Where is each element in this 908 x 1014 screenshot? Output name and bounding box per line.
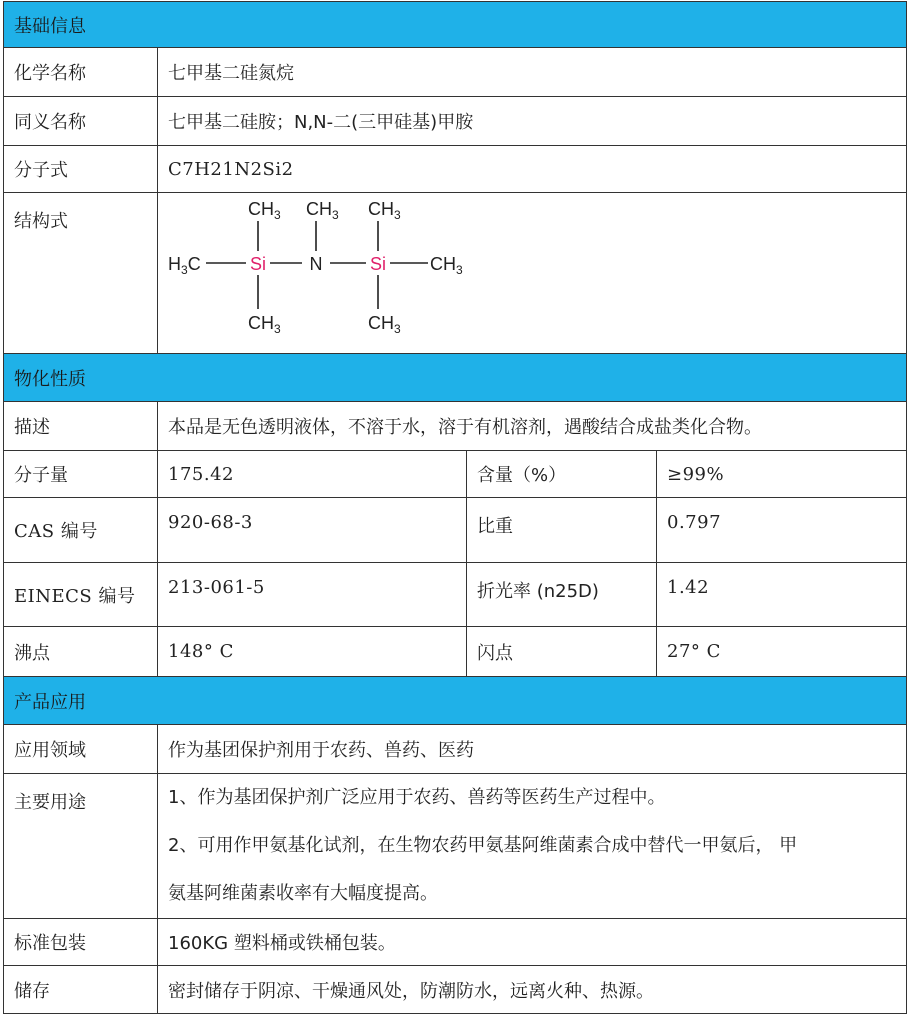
synonym-value: 七甲基二硅胺；N,N-二(三甲硅基)甲胺 — [158, 97, 907, 146]
content-label: 含量（%） — [467, 451, 657, 498]
ri-value: 1.42 — [657, 563, 907, 627]
fp-label: 闪点 — [467, 627, 657, 677]
section-basic — [4, 2, 907, 48]
storage-value: 密封储存于阴凉、干燥通风处，防潮防水，远离火种、热源。 — [158, 966, 907, 1014]
structural-formula — [158, 193, 488, 348]
row-packing — [4, 919, 907, 966]
einecs-value: 213-061-5 — [158, 563, 467, 627]
cas-label: CAS 编号 — [4, 498, 158, 563]
ch3-si1-top: $CH_3$ — [248, 199, 281, 222]
cas-value: 920-68-3 — [158, 498, 467, 563]
row-synonym — [4, 97, 907, 146]
section-application — [4, 677, 907, 725]
row-chem-name — [4, 48, 907, 97]
ch3-si1-bottom: $CH_3$ — [248, 313, 281, 336]
row-field — [4, 725, 907, 774]
structure-cell — [158, 193, 907, 354]
h3c-left-group: $H_3C$ — [168, 254, 201, 277]
desc-label: 描述 — [4, 402, 158, 451]
row-description — [4, 402, 907, 451]
usage-cell — [158, 774, 907, 919]
fp-value: 27° C — [657, 627, 907, 677]
sg-value: 0.797 — [657, 498, 907, 563]
ri-label: 折光率 (n25D) — [467, 563, 657, 627]
ch3-si2-bottom: $CH_3$ — [368, 313, 401, 336]
ch3-n-top: $CH_3$ — [306, 199, 339, 222]
storage-label: 储存 — [4, 966, 158, 1014]
field-value: 作为基团保护剂用于农药、兽药、医药 — [158, 725, 907, 774]
usage-line-3: 氨基阿维菌素收率有大幅度提高。 — [168, 883, 438, 904]
packing-value: 160KG 塑料桶或铁桶包装。 — [158, 919, 907, 966]
chem-name-value: 七甲基二硅氮烷 — [158, 48, 907, 97]
si-atom-1: Si — [249, 254, 267, 274]
bp-label: 沸点 — [4, 627, 158, 677]
mw-value: 175.42 — [158, 451, 467, 498]
usage-label: 主要用途 — [4, 774, 158, 919]
section-physchem — [4, 354, 907, 402]
usage-line-2: 2、可用作甲氨基化试剂，在生物农药甲氨基阿维菌素合成中替代一甲氨后， 甲 — [168, 835, 798, 856]
section-application-title: 产品应用 — [4, 677, 907, 725]
row-mw — [4, 451, 907, 498]
n-atom: N — [309, 254, 323, 274]
row-formula — [4, 146, 907, 193]
bp-value: 148° C — [158, 627, 467, 677]
einecs-label: EINECS 编号 — [4, 563, 158, 627]
mw-label: 分子量 — [4, 451, 158, 498]
section-physchem-title: 物化性质 — [4, 354, 907, 402]
packing-label: 标准包装 — [4, 919, 158, 966]
formula-value: C7H21N2Si2 — [158, 146, 907, 193]
sg-label: 比重 — [467, 498, 657, 563]
row-cas — [4, 498, 907, 563]
ch3-si2-top: $CH_3$ — [368, 199, 401, 222]
chem-name-label: 化学名称 — [4, 48, 158, 97]
row-bp — [4, 627, 907, 677]
formula-label: 分子式 — [4, 146, 158, 193]
desc-value: 本品是无色透明液体，不溶于水，溶于有机溶剂，遇酸结合成盐类化合物。 — [158, 402, 907, 451]
content-value: ≥99% — [657, 451, 907, 498]
si-atom-2: Si — [369, 254, 387, 274]
field-label: 应用领域 — [4, 725, 158, 774]
section-basic-title: 基础信息 — [4, 2, 907, 48]
synonym-label: 同义名称 — [4, 97, 158, 146]
structure-label: 结构式 — [4, 193, 158, 354]
row-usage — [4, 774, 907, 919]
usage-line-1: 1、作为基团保护剂广泛应用于农药、兽药等医药生产过程中。 — [168, 787, 666, 808]
row-storage — [4, 966, 907, 1014]
ch3-right-group: $CH_3$ — [430, 254, 463, 277]
row-structure — [4, 193, 907, 354]
row-einecs — [4, 563, 907, 627]
spec-table — [3, 1, 907, 1014]
